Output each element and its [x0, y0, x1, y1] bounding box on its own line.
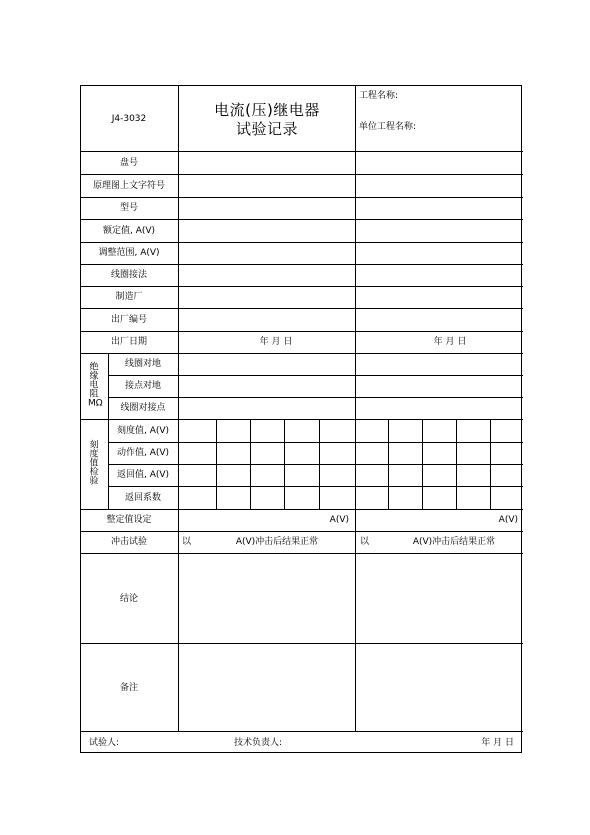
return-value-label: 返回值, A(V): [116, 470, 170, 480]
row-divider: [81, 553, 523, 554]
schematic-symbol-label: 原理图上文字符号: [92, 181, 166, 191]
coil-connection-label: 线圈接法: [110, 270, 148, 280]
adjust-range-label: 调整范围, A(V): [98, 248, 160, 258]
insulation-group-label: 绝缘电阻MΩ: [88, 362, 103, 409]
panel-no-label: 盘号: [119, 158, 139, 168]
factory-no-label: 出厂编号: [110, 315, 148, 325]
col-divider: [216, 419, 217, 509]
row-divider: [81, 219, 523, 220]
impact-test-label: 冲击试验: [110, 537, 148, 547]
impact-prefix-left: 以: [182, 537, 192, 547]
coil-to-ground-label: 线圈对地: [124, 359, 162, 369]
row-divider: [108, 375, 523, 376]
unit-project-label: 单位工程名称:: [359, 122, 417, 132]
col-divider: [319, 419, 320, 509]
row-divider: [108, 464, 523, 465]
row-divider: [108, 397, 523, 398]
relay-test-record-form: [80, 85, 522, 753]
col-divider: [355, 86, 356, 731]
row-divider: [108, 442, 523, 443]
col-divider: [108, 353, 109, 509]
manufacturer-label: 制造厂: [115, 292, 143, 302]
conclusion-label: 结论: [119, 594, 139, 604]
col-divider: [284, 419, 285, 509]
row-divider: [81, 531, 523, 532]
row-divider: [81, 286, 523, 287]
impact-suffix-left: A(V)冲击后结果正常: [235, 537, 319, 547]
footer-date: 年 月 日: [481, 738, 514, 748]
impact-suffix-right: A(V)冲击后结果正常: [412, 537, 496, 547]
remarks-label: 备注: [119, 683, 139, 693]
setting-label: 整定值设定: [106, 515, 152, 525]
row-divider: [81, 151, 523, 152]
col-divider: [422, 419, 423, 509]
col-divider: [178, 86, 179, 731]
row-divider: [81, 174, 523, 175]
scale-value-label: 刻度值, A(V): [116, 426, 170, 436]
tester-label: 试验人:: [89, 738, 120, 748]
contact-to-ground-label: 接点对地: [124, 381, 162, 391]
operate-value-label: 动作值, A(V): [116, 448, 170, 458]
return-coefficient-label: 返回系数: [124, 493, 162, 503]
factory-date-left: 年 月 日: [259, 337, 293, 347]
factory-date-right: 年 月 日: [433, 337, 467, 347]
row-divider: [81, 197, 523, 198]
setting-unit-right: A(V): [498, 515, 518, 525]
row-divider: [81, 353, 523, 354]
row-divider: [108, 486, 523, 487]
coil-to-contact-label: 线圈对接点: [120, 403, 166, 413]
factory-date-label: 出厂日期: [110, 337, 148, 347]
row-divider: [81, 331, 523, 332]
project-name-label: 工程名称:: [359, 91, 399, 101]
row-divider: [81, 242, 523, 243]
col-divider: [456, 419, 457, 509]
col-divider: [490, 419, 491, 509]
model-label: 型号: [119, 203, 139, 213]
row-divider: [81, 509, 523, 510]
scale-check-group-label: 刻度值检验: [89, 440, 99, 487]
col-divider: [250, 419, 251, 509]
form-title-line1: 电流(压)继电器: [214, 101, 320, 119]
form-title-line2: 试验记录: [235, 120, 299, 138]
impact-prefix-right: 以: [360, 537, 370, 547]
row-divider: [81, 731, 523, 732]
setting-unit-left: A(V): [329, 515, 349, 525]
form-code: J4-3032: [111, 114, 147, 124]
row-divider: [81, 643, 523, 644]
row-divider: [81, 264, 523, 265]
tech-lead-label: 技术负责人:: [234, 738, 283, 748]
rated-value-label: 额定值, A(V): [102, 226, 156, 236]
col-divider: [388, 419, 389, 509]
row-divider: [81, 308, 523, 309]
